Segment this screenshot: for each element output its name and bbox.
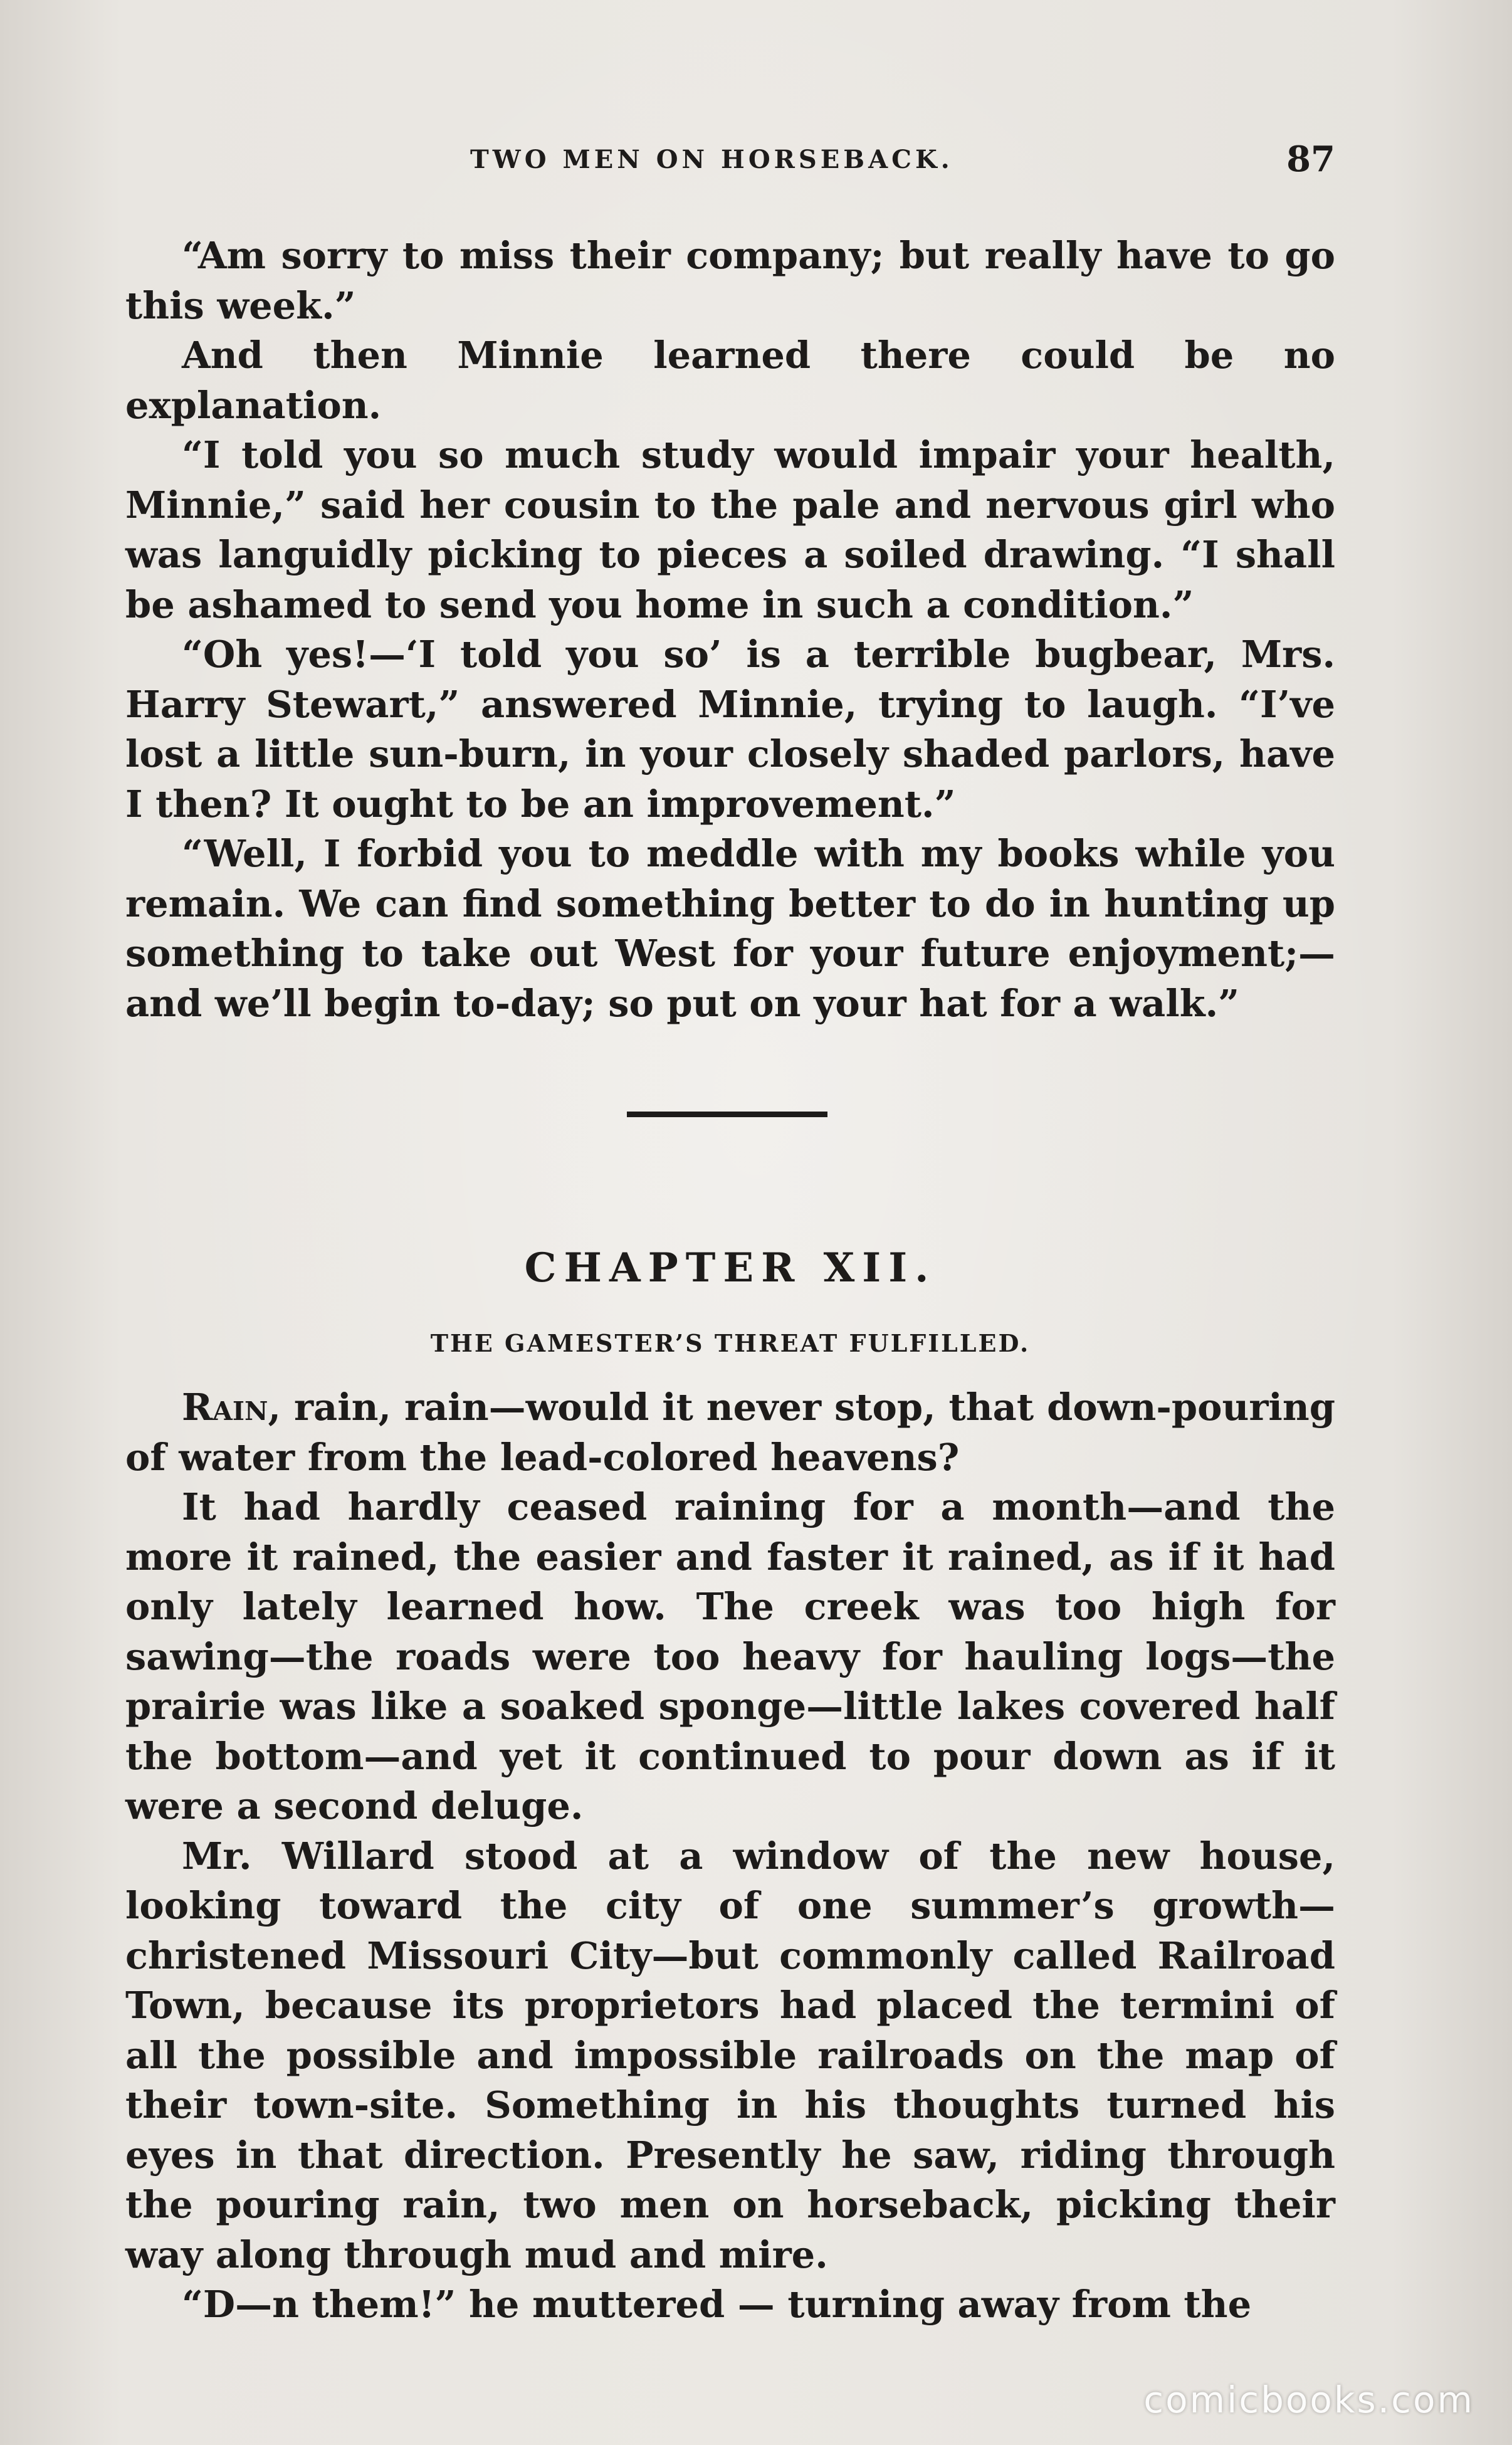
chapter-subtitle: THE GAMESTER’S THREAT FULFILLED. [430,1329,1031,1357]
paragraph: “Well, I forbid you to meddle with my books while you remain. We can find something better to do in hunting up something to take out West for your future enjoyment;—and we’ll begin to-day; so put on your hat for a walk.” [125,832,1335,1025]
section-divider-rule [627,1112,827,1117]
paragraph: And then Minnie learned there could be no explanation. [125,334,1335,427]
body-text-section-2 [125,1382,1335,2330]
body-text-section-1 [125,231,1335,1028]
running-title: TWO MEN ON HORSEBACK. [470,145,953,174]
paragraph: Mr. Willard stood at a window of the new house, looking toward the city of one summer’s growth—christened Missouri City—but commonly called Railroad Town, because its proprietors had placed the termini of all the possible and impossible railroads on the map of their town-site. Something in his thoughts turned his eyes in that direction. Presently he saw, riding through the pouring rain, two men on horseback, picking their way along through mud and mire. [125,1834,1335,2276]
running-head [125,141,1335,191]
opening-paragraph-text: , rain, rain—would it never stop, that down-pouring of water from the lead-colored heavens? [125,1386,1335,1479]
paragraph: “Am sorry to miss their company; but really have to go this week.” [125,234,1335,327]
paragraph: “I told you so much study would impair your health, Minnie,” said her cousin to the pale and nervous girl who was languidly picking to pieces a soiled drawing. “I shall be ashamed to send you home in such a condition.” [125,433,1335,626]
paragraph: It had hardly ceased raining for a month—and the more it rained, the easier and faster it rained, as if it had only lately learned how. The creek was too high for sawing—the roads were too heavy for hauling logs—the prairie was like a soaked sponge—little lakes covered half the bottom—and yet it continued to pour down as if it were a second deluge. [125,1485,1335,1827]
paragraph-opening [125,1382,1335,1482]
paragraph: “Oh yes!—‘I told you so’ is a terrible bugbear, Mrs. Harry Stewart,” answered Minnie, trying to laugh. “I’ve lost a little sun-burn, in your closely shaded parlors, have I then? It ought to be an improvement.” [125,633,1335,826]
page-number: 87 [1286,139,1335,180]
opening-word: Rain [182,1386,268,1429]
paragraph: “D—n them!” he muttered — turning away from the [182,2283,1252,2326]
chapter-title: CHAPTER XII. [524,1244,937,1291]
watermark-text: comicbooks.com [1143,2379,1474,2421]
